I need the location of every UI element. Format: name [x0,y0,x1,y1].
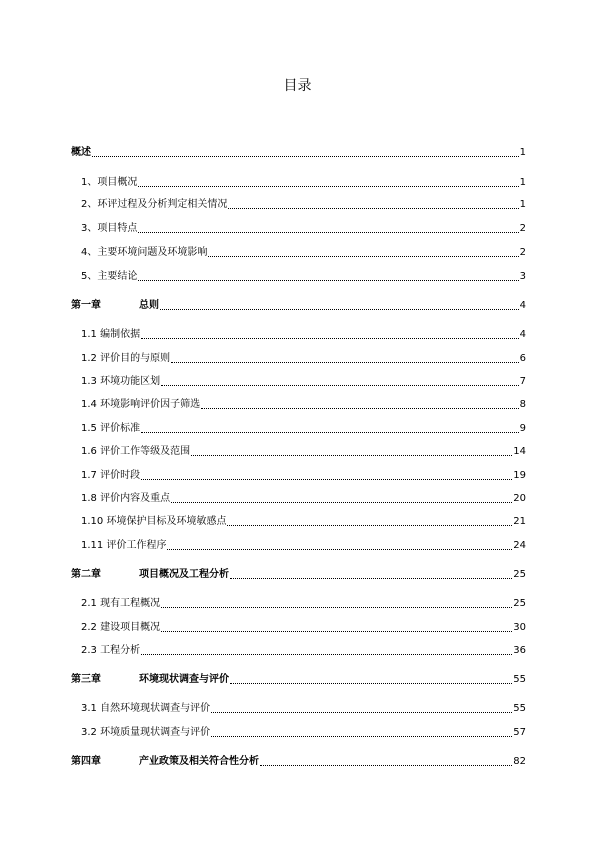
toc-section-entry[interactable] [81,700,526,716]
dot-leader [138,185,518,187]
toc-section-entry[interactable] [81,642,526,658]
toc-section-entry[interactable] [81,244,526,260]
toc-page-number: 57 [513,727,526,738]
toc-entry-title: 3.2 环境质量现状调查与评价 [81,727,211,738]
toc-entry-label [81,726,210,740]
toc-entry-title: 2.1 现有工程概况 [81,598,161,609]
toc-entry-label [81,492,170,506]
dot-leader [92,155,519,157]
toc-entry-label [81,644,140,658]
toc-entry-title: 3.1 自然环境现状调查与评价 [81,703,211,714]
toc-entry-label [81,539,166,553]
dot-leader [230,682,512,684]
dot-leader [260,764,512,766]
toc-section-entry[interactable] [81,537,526,553]
toc-section-entry[interactable] [81,724,526,740]
toc-entry-label [81,352,170,366]
toc-page-number: 25 [513,569,526,580]
toc-page-number: 24 [513,540,526,551]
toc-entry-title: 2、环评过程及分析判定相关情况 [81,199,228,210]
toc-chapter-number: 第三章 [71,674,101,685]
toc-page-number: 1 [519,177,526,188]
toc-page-number: 36 [513,645,526,656]
dot-leader [191,454,512,456]
dot-leader [201,407,519,409]
toc-section-entry[interactable] [81,174,526,190]
dot-leader [138,279,518,281]
toc-page-number: 4 [519,329,526,340]
toc-entry-label [71,146,91,160]
toc-entry-title: 1.8 评价内容及重点 [81,493,171,504]
toc-section-entry[interactable] [81,268,526,284]
dot-leader [211,735,512,737]
toc-chapter-entry[interactable] [71,753,526,769]
toc-entry-title: 1.2 评价目的与原则 [81,353,171,364]
toc-entry-label [81,702,210,716]
toc-page-number: 3 [519,271,526,282]
toc-page-number: 19 [513,470,526,481]
toc-section-entry[interactable] [81,350,526,366]
dot-leader [141,653,512,655]
toc-entry-label [81,328,140,342]
toc-section-entry[interactable] [81,396,526,412]
toc-page-number: 55 [513,703,526,714]
dot-leader [161,606,512,608]
toc-entry-label [81,422,140,436]
toc-entry-label [81,398,200,412]
toc-chapter-entry[interactable] [71,671,526,687]
toc-section-entry[interactable] [81,373,526,389]
toc-section-entry[interactable] [81,220,526,236]
toc-section-entry[interactable] [81,490,526,506]
toc-page-number: 82 [513,756,526,767]
toc-entry-title: 产业政策及相关符合性分析 [139,756,259,767]
toc-entry-label [71,673,229,687]
toc-entry-title: 总则 [139,300,159,311]
toc-page-number: 2 [519,223,526,234]
toc-entry-title: 1.7 评价时段 [81,470,141,481]
toc-entry-title: 5、主要结论 [81,271,138,282]
dot-leader [141,431,519,433]
toc-page-number: 20 [513,493,526,504]
toc-entry-label [81,445,190,459]
toc-section-entry[interactable] [81,420,526,436]
toc-page-number: 6 [519,353,526,364]
toc-entry-title: 1.5 评价标准 [81,423,141,434]
toc-section-entry[interactable] [81,513,526,529]
toc-entry-label [81,176,137,190]
toc-chapter-entry[interactable] [71,566,526,582]
toc-entry-label [81,621,160,635]
toc-chapter-entry[interactable] [71,297,526,313]
toc-page-number: 14 [513,446,526,457]
toc-section-entry[interactable] [81,619,526,635]
toc-section-entry[interactable] [81,467,526,483]
dot-leader [141,337,519,339]
toc-chapter-entry[interactable] [71,144,526,160]
dot-leader [141,478,512,480]
toc-page-number: 4 [519,300,526,311]
toc-page-number: 30 [513,622,526,633]
toc-entry-label [71,568,229,582]
toc-chapter-number: 第一章 [71,300,101,311]
dot-leader [228,207,518,209]
dot-leader [171,501,512,503]
toc-entry-title: 1、项目概况 [81,177,138,188]
toc-entry-title: 1.6 评价工作等级及范围 [81,446,191,457]
toc-entry-title: 1.3 环境功能区划 [81,376,161,387]
dot-leader [167,548,512,550]
toc-entry-title: 1.10 环境保护目标及环境敏感点 [81,516,227,527]
toc-entry-title: 2.2 建设项目概况 [81,622,161,633]
page-title: 目录 [283,78,312,94]
toc-entry-title: 1.4 环境影响评价因子筛选 [81,399,201,410]
toc-section-entry[interactable] [81,326,526,342]
toc-chapter-number: 第四章 [71,756,101,767]
toc-entry-title: 3、项目特点 [81,223,138,234]
toc-page-number: 2 [519,247,526,258]
toc-entry-title: 4、主要环境问题及环境影响 [81,247,208,258]
toc-entry-label [81,198,227,212]
dot-leader [208,255,518,257]
toc-section-entry[interactable] [81,196,526,212]
toc-page-number: 55 [513,674,526,685]
toc-entry-label [81,246,207,260]
toc-entry-title: 项目概况及工程分析 [139,569,229,580]
toc-page-number: 25 [513,598,526,609]
toc-entry-label [81,597,160,611]
dot-leader [171,361,519,363]
toc-entry-title: 概述 [71,147,91,158]
toc-page-number: 21 [513,516,526,527]
toc-entry-title: 1.11 评价工作程序 [81,540,167,551]
dot-leader [138,231,518,233]
toc-section-entry[interactable] [81,443,526,459]
toc-page-number: 7 [519,376,526,387]
toc-entry-title: 1.1 编制依据 [81,329,141,340]
toc-entry-label [81,515,226,529]
toc-section-entry[interactable] [81,595,526,611]
toc-entry-title: 2.3 工程分析 [81,645,141,656]
dot-leader [230,577,512,579]
toc-page-number: 1 [519,199,526,210]
dot-leader [161,630,512,632]
toc-entry-label [81,270,137,284]
toc-entry-label [81,222,137,236]
dot-leader [211,711,512,713]
dot-leader [161,384,519,386]
toc-page-number: 1 [519,147,526,158]
toc-page-number: 9 [519,423,526,434]
toc-page-number: 8 [519,399,526,410]
toc-entry-label [71,299,159,313]
toc-entry-title: 环境现状调查与评价 [139,674,229,685]
toc-entry-label [81,469,140,483]
toc-entry-label [81,375,160,389]
dot-leader [227,524,512,526]
toc-entry-label [71,755,259,769]
dot-leader [160,308,519,310]
toc-chapter-number: 第二章 [71,569,101,580]
